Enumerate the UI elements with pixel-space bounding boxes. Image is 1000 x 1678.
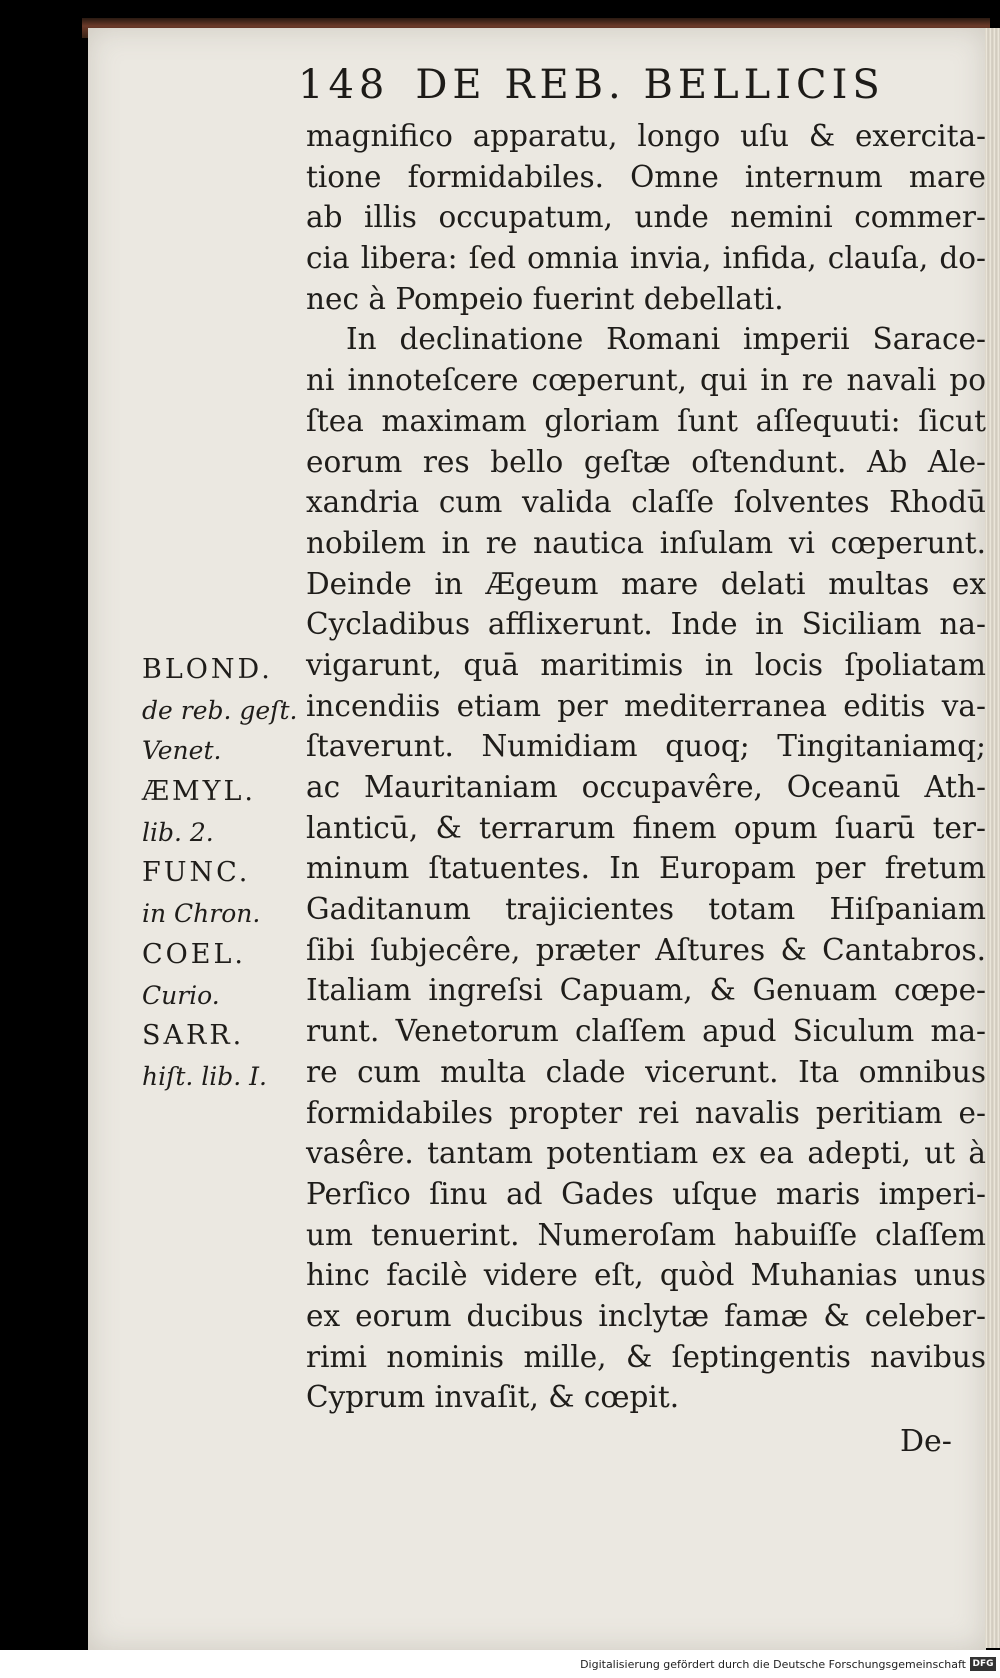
body-text <box>306 116 986 1418</box>
text-line: nobilem in re nautica inſulam vi cœperunt. <box>306 525 986 560</box>
text-line: eorum res bello geſtæ oſtendunt. Ab Ale- <box>306 444 986 479</box>
margin-note: ÆMYL. <box>142 776 257 808</box>
page-number: 148 <box>298 62 390 108</box>
text-line: Deinde in Ægeum mare delati multas ex <box>306 566 986 601</box>
marginal-notes <box>142 650 298 1098</box>
margin-note: COEL. <box>142 938 247 970</box>
text-line: Cyprum invaſit, & cœpit. <box>306 1380 680 1415</box>
text-line: Cycladibus afflixerunt. Inde in Siciliam na- <box>306 607 986 642</box>
text-line: ſtea maximam gloriam ſunt aſſequuti: ſicut <box>306 403 986 438</box>
page-stack-edge <box>985 28 1000 1648</box>
text-line: Gaditanum trajicientes totam Hiſpaniam <box>306 892 986 927</box>
text-line: ac Mauritaniam occupavêre, Oceanū Ath- <box>306 770 986 804</box>
text-line: um tenuerint. Numeroſam habuiſſe claſſem <box>306 1217 986 1252</box>
text-line: ab illis occupatum, unde nemini commer- <box>306 200 986 235</box>
text-line: ex eorum ducibus inclytæ famæ & celeber- <box>306 1298 986 1333</box>
text-line: ſtaverunt. Numidiam quoq; Tingitaniamq; <box>306 729 986 764</box>
dfg-logo: DFG <box>970 1657 996 1671</box>
running-head <box>298 62 938 110</box>
margin-note: FUNC. <box>142 857 251 889</box>
text-line: rimi nominis mille, & ſeptingentis navibus <box>306 1339 986 1374</box>
text-line: cia libera: ſed omnia invia, infida, clauſa, do- <box>306 241 986 276</box>
text-line: Perſico ſinu ad Gades uſque maris imperi- <box>306 1176 986 1211</box>
text-line: vasêre. tantam potentiam ex ea adepti, ut à <box>306 1136 986 1171</box>
running-title: DE REB. BELLICIS <box>415 62 885 108</box>
text-line: magnifico apparatu, longo uſu & exercita- <box>306 119 986 153</box>
text-line: tione formidabiles. Omne internum mare <box>306 159 986 194</box>
text-line: formidabiles propter rei navalis peritiam e- <box>306 1095 986 1130</box>
text-line: hinc facilè videre eſt, quòd Muhanias unus <box>306 1258 986 1293</box>
catchword: De- <box>900 1424 952 1459</box>
margin-note: hiſt. lib. I. <box>142 1061 267 1091</box>
margin-note: de reb. geſt. <box>142 695 298 725</box>
margin-note: in Chron. <box>142 899 261 929</box>
text-line: ſibi ſubjecêre, præter Aſtures & Cantabros. <box>306 932 986 967</box>
text-line: re cum multa clade vicerunt. Ita omnibus <box>306 1054 986 1089</box>
text-line: incendiis etiam per mediterranea editis va- <box>306 688 986 723</box>
text-line: runt. Venetorum claſſem apud Siculum ma- <box>306 1014 986 1049</box>
margin-note: lib. 2. <box>142 817 214 847</box>
margin-note: Curio. <box>142 980 220 1010</box>
text-line: xandria cum valida claſſe ſolventes Rhodū <box>306 485 986 520</box>
text-line: lanticū, & terrarum finem opum ſuarū ter- <box>306 810 986 845</box>
digitization-credit: Digitalisierung gefördert durch die Deutsche Forschungsgemeinschaft <box>580 1658 966 1671</box>
text-line: vigarunt, quā maritimis in locis ſpoliatam <box>306 647 986 682</box>
margin-note: SARR. <box>142 1020 245 1052</box>
margin-note: BLOND. <box>142 654 273 685</box>
text-line: Italiam ingreſsi Capuam, & Genuam cœpe- <box>306 973 986 1008</box>
text-line: In declinatione Romani imperii Sarace- <box>346 322 986 357</box>
text-line: minum ſtatuentes. In Europam per fretum <box>306 851 986 886</box>
text-line: nec à Pompeio fuerint debellati. <box>306 281 784 316</box>
text-line: ni innoteſcere cœperunt, qui in re navali po <box>306 363 986 398</box>
margin-note: Venet. <box>142 736 222 766</box>
